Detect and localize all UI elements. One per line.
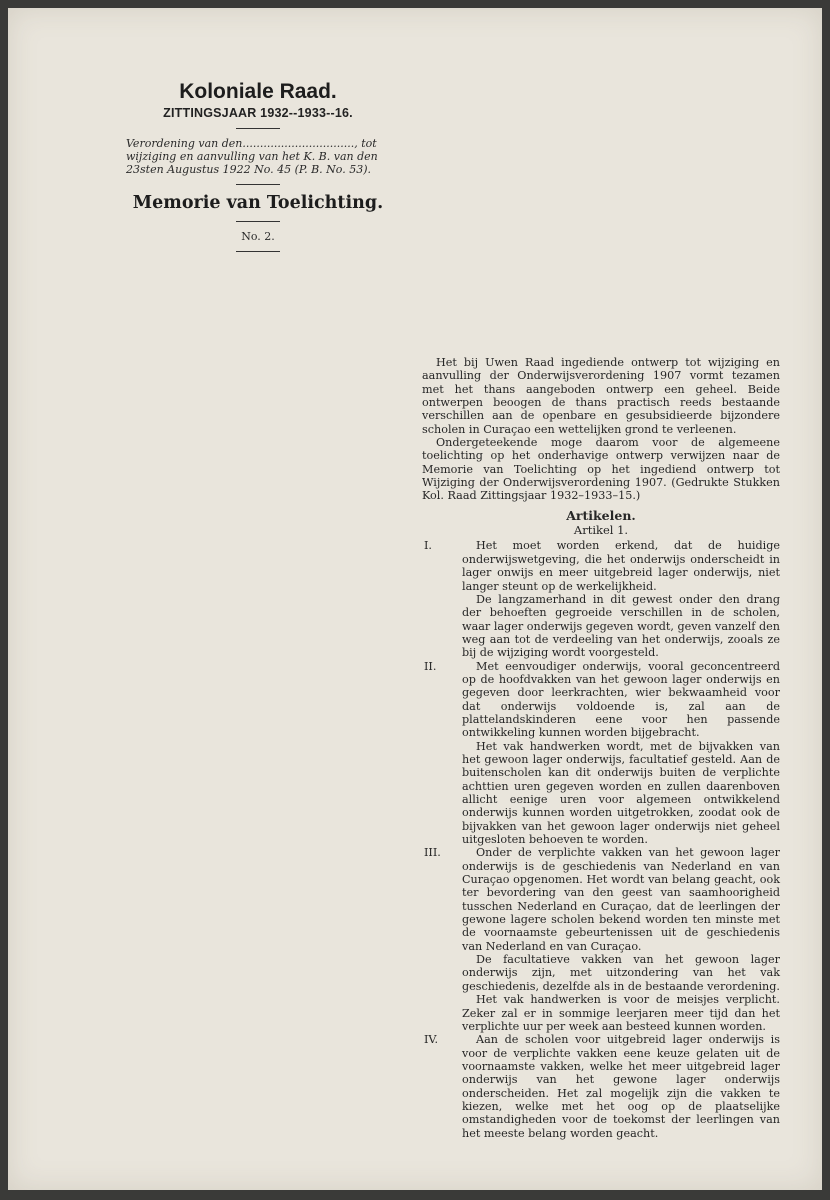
section-numeral: III.	[424, 846, 441, 860]
section-iv	[422, 1033, 780, 1140]
divider	[236, 221, 280, 222]
section-paragraph: Onder de verplichte vakken van het gewoon lager onderwijs is de geschiedenis van Nederland en van Curaçao opgenomen. Het wordt van belang geacht, ook ter bevordering van den geest van saamhoorigheid tusschen Nederland en Curaçao, dat de leerlingen der gewone lagere scholen bekend worden ten minste met de voornaamste gebeurtenissen uit de geschiedenis van Nederland en van Curaçao.	[462, 846, 780, 953]
divider	[236, 128, 280, 129]
document-number: No. 2.	[241, 230, 275, 243]
document-header	[118, 80, 398, 260]
memorandum-title: Memorie van Toelichting.	[132, 193, 384, 213]
articles-heading: Artikelen.	[566, 507, 636, 523]
section-iii	[422, 846, 780, 1033]
section-paragraph: Het moet worden erkend, dat de huidige onderwijswetgeving, die het onderwijs onderscheidt in lager onwijs en meer uitgebreid lager onderwijs, niet langer steunt op de werkelijkheid.	[462, 539, 780, 593]
session-year: ZITTINGSJAAR 1932--1933--16.	[163, 106, 353, 120]
intro-paragraph: Het bij Uwen Raad ingediende ontwerp tot wijziging en aanvulling der Onderwijsverordening 1907 vormt tezamen met het thans aangeboden ontwerp een geheel. Beide ontwerpen beoogen de thans practisch reeds bestaande verschillen aan de openbare en gesubsidieerde bijzondere scholen in Curaçao een wettelijken grond te verleenen.	[422, 356, 780, 436]
section-paragraph: Aan de scholen voor uitgebreid lager onderwijs is voor de verplichte vakken eene keuze gelaten uit de voornaamste vakken, welke het meer uitgebreid lager onderwijs van het gewone lager onderwijs onderscheiden. Het zal mogelijk zijn die vakken te kiezen, welke met het oog op de plaatselijke omstandigheden voor de toekomst der leerlingen van het meeste belang worden geacht.	[462, 1033, 780, 1140]
section-ii	[422, 660, 780, 847]
ordinance-description: Verordening van den................................, tot wijziging en aanvulling van het K. B. van den 23sten Augustus 1922 No. 45 (P. B. No. 53).	[126, 137, 378, 176]
section-i	[422, 539, 780, 659]
section-paragraph: Het vak handwerken wordt, met de bijvakken van het gewoon lager onderwijs, facultatief gesteld. Aan de buitenscholen kan dit onderwijs buiten de verplichte achttien uren gegeven worden en zullen daarenboven allicht eenige uren voor algemeen ontwikkelend onderwijs kunnen worden uitgetrokken, zoodat ook de bijvakken van het gewoon lager onderwijs niet geheel uitgesloten behoeven te worden.	[462, 739, 780, 847]
divider	[236, 251, 280, 252]
section-numeral: IV.	[424, 1033, 439, 1047]
section-paragraph: Met eenvoudiger onderwijs, vooral geconcentreerd op de hoofdvakken van het gewoon lager onderwijs en gegeven door leerkrachten, wier bekwaamheid voor dat onderwijs voldoende is, zal aan de plattelandskinderen eene voor hen passende ontwikkeling kunnen worden bijgebracht.	[462, 659, 780, 740]
memorandum-body	[422, 356, 780, 1140]
section-paragraph: Het vak handwerken is voor de meisjes verplicht. Zeker zal er in sommige leerjaren meer tijd dan het verplichte uur per week aan besteed kunnen worden.	[462, 993, 780, 1033]
divider	[236, 184, 280, 185]
intro-paragraph: Ondergeteekende moge daarom voor de algemeene toelichting op het onderhavige ontwerp verwijzen naar de Memorie van Toelichting op het ingediend ontwerp tot Wijziging der Onderwijsverordening 1907. (Gedrukte Stukken Kol. Raad Zittingsjaar 1932–1933–15.)	[422, 436, 780, 503]
document-page	[8, 8, 822, 1190]
section-paragraph: De facultatieve vakken van het gewoon lager onderwijs zijn, met uitzondering van het vak geschiedenis, dezelfde als in de bestaande verordening.	[462, 953, 780, 993]
section-numeral: II.	[424, 659, 437, 673]
section-paragraph: De langzamerhand in dit gewest onder den drang der behoeften gegroeide verschillen in de scholen, waar lager onderwijs gegeven wordt, geven vanzelf den weg aan tot de verdeeling van het onderwijs, zooals ze bij de wijziging wordt voorgesteld.	[462, 592, 780, 660]
article-number: Artikel 1.	[573, 523, 629, 538]
section-numeral: I.	[424, 539, 432, 553]
council-title: Koloniale Raad.	[179, 80, 337, 103]
